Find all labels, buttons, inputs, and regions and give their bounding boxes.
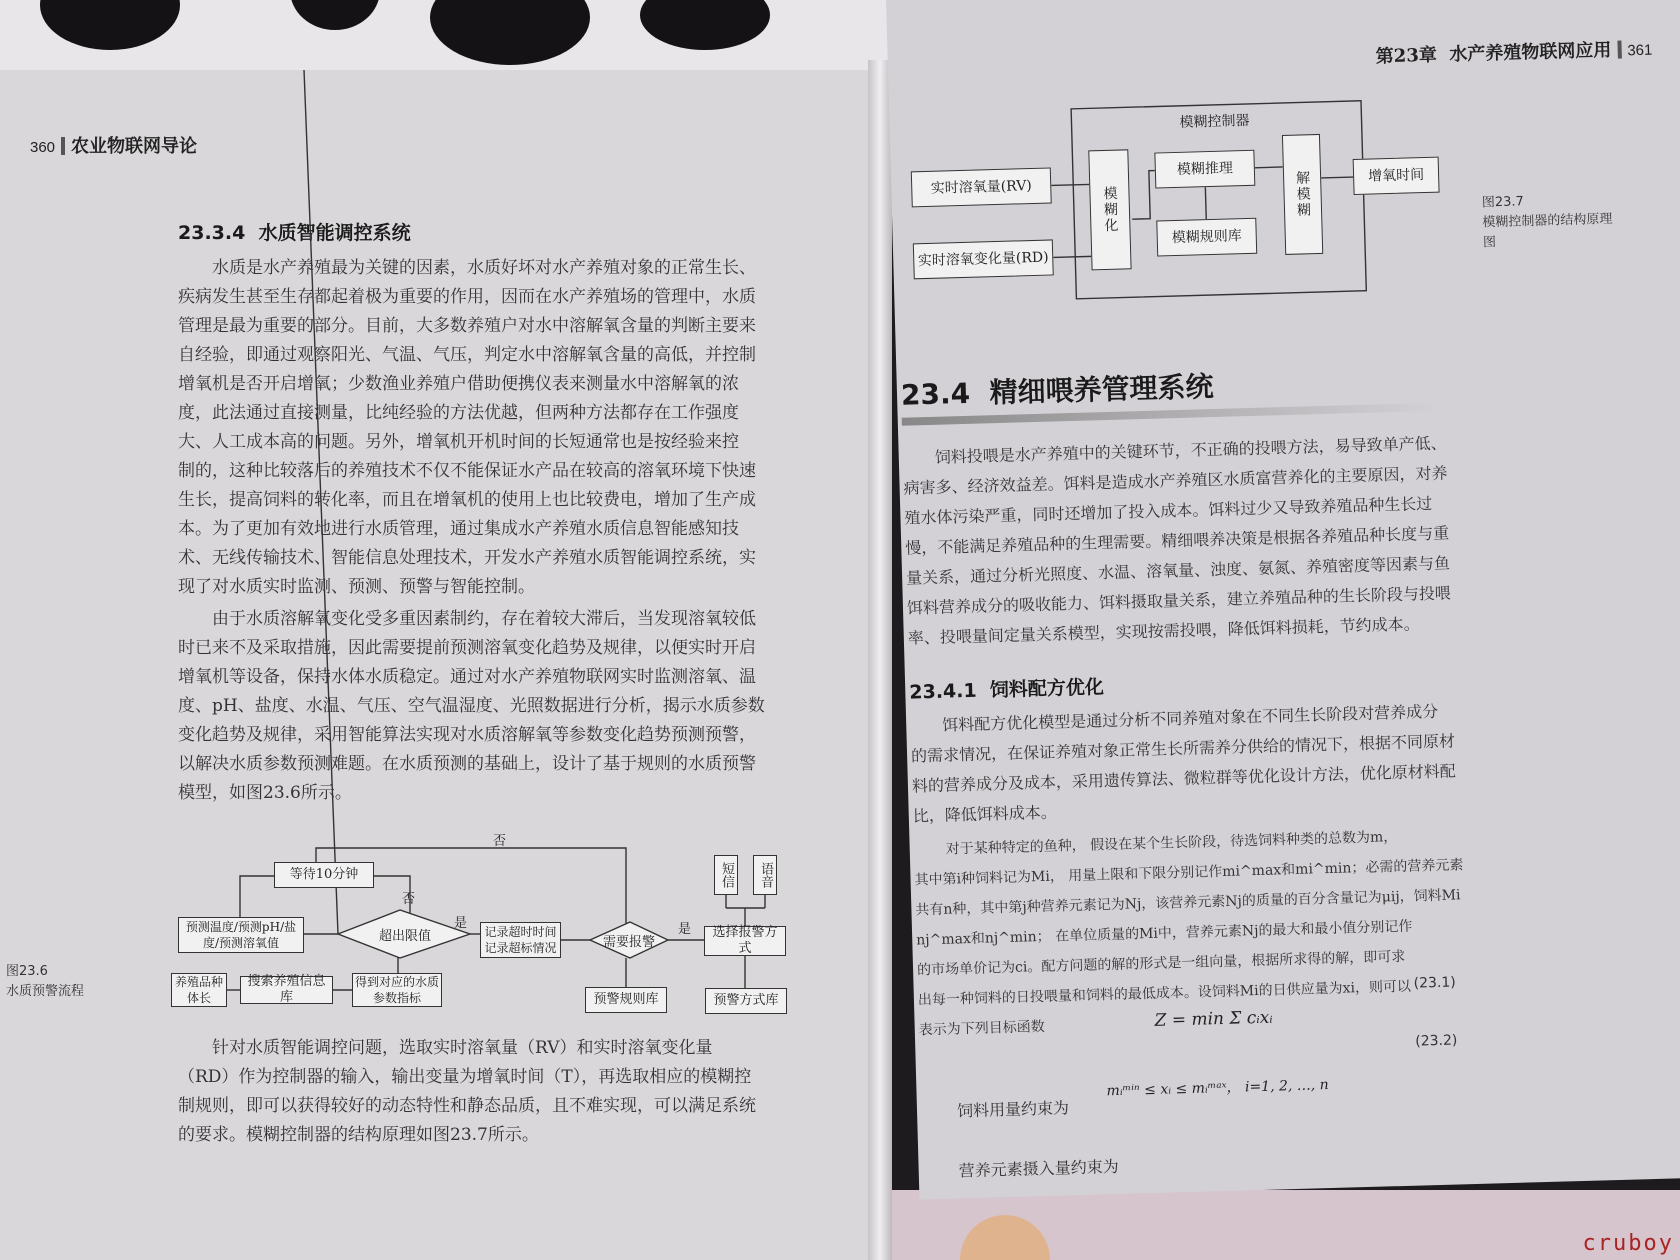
text-line: nj^max和nj^min； 在单位质量的Mi中，营养元素Nj的最大和最小值分别记作 [916, 918, 1413, 949]
caption-text: 模糊控制器的结构原理图 [1482, 211, 1613, 251]
text-line: 疾病发生甚至生存都起着极为重要的作用，因而在水产养殖场的管理中，水质 [178, 287, 756, 307]
text-line: 对于某种特定的鱼种， 假设在某个生长阶段，待选饲料种类的总数为m， [945, 829, 1398, 858]
text-line: 管理是最为重要的部分。目前，大多数养殖户对水中溶解氧含量的判断主要来 [178, 316, 756, 336]
input-rd-box: 实时溶氧变化量(RD) [913, 239, 1054, 279]
text-line: 共有n种，其中第j种营养元素记为Nj，该营养元素Nj的质量的百分含量记为μij，饲料Mi [915, 887, 1461, 919]
text-line: 饵料营养成分的吸收能力、饵料摄取量关系，建立养殖品种的生长阶段与投喂 [906, 583, 1452, 618]
section-number: 23.4 [900, 376, 971, 412]
text-line: 的需求情况，在保证养殖对象正常生长所需养分供给的情况下，根据不同原材 [910, 731, 1456, 766]
yes-label-1: 是 [454, 916, 468, 931]
text-line: 变化趋势及规律，采用智能算法实现对水质溶解氧等参数变化趋势预测预警， [178, 725, 756, 745]
nutrient-constraint-label: 营养元素摄入量约束为 [958, 1156, 1119, 1181]
predict-values-box: 预测温度/预测pH/盐度/预测溶氧值 [178, 917, 304, 953]
no-label-top: 否 [493, 834, 507, 849]
constraint-formula: mᵢᵐⁱⁿ ≤ xᵢ ≤ mᵢᵐᵃˣ， i=1, 2, …, n [1106, 1077, 1329, 1100]
text-line: 的市场单价记为ci。配方问题的解的形式是一组向量，根据所求得的解，即可求 [916, 948, 1406, 979]
rule-base-box: 模糊规则库 [1156, 218, 1257, 257]
select-alarm-method-box: 选择报警方式 [704, 926, 786, 956]
text-line: 术、无线传输技术、智能信息处理技术，开发水产养殖水质智能调控系统，实 [178, 548, 756, 568]
text-line: 制的，这种比较落后的养殖技术不仅不能保证水产品在较高的溶氧环境下快速 [178, 461, 756, 481]
text-line: 大、人工成本高的问题。另外，增氧机开机时间的长短通常也是按经验来控 [178, 432, 739, 452]
text-line: 以解决水质参数预测难题。在水质预测的基础上，设计了基于规则的水质预警 [178, 754, 756, 774]
text-line: 饵料配方优化模型是通过分析不同养殖对象在不同生长阶段对营养成分 [942, 701, 1439, 735]
species-length-box: 养殖品种体长 [171, 973, 227, 1007]
equation-number-1: (23.1) [1413, 974, 1456, 992]
search-database-box: 搜索养殖信息库 [240, 976, 333, 1004]
text-line: 饲料投喂是水产养殖中的关键环节，不正确的投喂方法，易导致单产低、 [934, 433, 1447, 467]
text-line: 模型，如图23.6所示。 [178, 783, 352, 803]
section-number: 23.3.4 [178, 222, 246, 244]
text-line: 针对水质智能调控问题，选取实时溶氧量（RV）和实时溶氧变化量 [212, 1038, 713, 1058]
text-line: 殖水体污染严重，同时还增加了投入成本。饵料过少又导致养殖品种生长过 [904, 493, 1433, 528]
text-line: 的要求。模糊控制器的结构原理如图23.7所示。 [178, 1125, 539, 1145]
text-line: 本。为了更加有效地进行水质管理，通过集成水产养殖水质信息智能感知技 [178, 519, 739, 539]
text-line: 制规则，即可以获得较好的动态特性和静态品质，且不难实现，可以满足系统 [178, 1096, 756, 1116]
input-rv-box: 实时溶氧量(RV) [911, 167, 1052, 207]
figure-23-6-caption [6, 962, 84, 1002]
figure-23-7-caption [1482, 190, 1614, 254]
sms-box: 短信 [714, 855, 738, 895]
inference-box: 模糊推理 [1154, 150, 1255, 189]
yes-label-2: 是 [678, 922, 692, 937]
text-line: （RD）作为控制器的输入，输出变量为增氧时间（T），再选取相应的模糊控 [178, 1067, 752, 1087]
voice-box: 语音 [753, 855, 777, 895]
book-title: 农业物联网导论 [71, 136, 198, 157]
text-line: 出每一种饲料的日投喂量和饲料的最低成本。设饲料Mi的日供应量为xi，则可以 [917, 978, 1412, 1009]
right-page [886, 0, 1680, 1200]
text-line: 增氧机是否开启增氧；少数渔业养殖户借助便携仪表来测量水中溶解氧的浓 [178, 374, 739, 394]
text-line: 增氧机等设备，保持水体水质稳定。通过对水产养殖物联网实时监测溶氧、温 [178, 667, 756, 687]
no-label-side: 否 [402, 892, 416, 907]
text-line: 其中第i种饲料记为Mi， 用量上限和下限分别记作mi^max和mi^min；必需的营养元素 [914, 857, 1464, 889]
text-line: 料的营养成分及成本，采用遗传算法、微粒群等优化设计方法，优化原材料配 [911, 761, 1457, 796]
subsection-number: 23.4.1 [909, 679, 977, 704]
constraint-label: 饲料用量约束为 [956, 1098, 1070, 1121]
caption-number: 图23.7 [1481, 194, 1525, 211]
subsection-title: 饲料配方优化 [989, 676, 1105, 702]
objective-formula: Z = min Σ cᵢxᵢ [1154, 1007, 1273, 1031]
text-line: 病害多、经济效益差。饵料是造成水产养殖区水质富营养化的主要原因，对养 [903, 463, 1448, 498]
text-line: 由于水质溶解氧变化受多重因素制约，存在着较大滞后，当发现溶氧较低 [212, 609, 756, 629]
caption-number: 图23.6 [6, 964, 48, 979]
need-alarm-diamond: 需要报警 [602, 934, 655, 950]
text-line: 度，此法通过直接测量，比纯经验的方法优越，但两种方法都存在工作强度 [178, 403, 739, 423]
subsection-heading [909, 672, 1104, 704]
book-spine [868, 60, 892, 1260]
text-line: 比，降低饵料成本。 [912, 802, 1058, 826]
text-line: 表示为下列目标函数 [918, 1018, 1045, 1039]
caption-text: 水质预警流程 [6, 984, 85, 999]
record-box: 记录超时时间 记录超标情况 [480, 922, 561, 958]
page-number: 360 [30, 139, 56, 156]
text-line: 率、投喂量间定量关系模型，实现按需投喂，降低饵料损耗，节约成本。 [907, 614, 1420, 648]
text-line: 慢，不能满足养殖品种的生理需要。精细喂养决策是根据各养殖品种长度与重 [905, 523, 1450, 558]
page-number: 361 [1627, 41, 1653, 60]
text-line: 现了对水质实时监测、预测、预警与智能控制。 [178, 577, 535, 597]
section-title: 精细喂养管理系统 [989, 370, 1214, 410]
output-box: 增氧时间 [1353, 157, 1440, 195]
fuzzify-box: 模糊化 [1088, 149, 1131, 270]
text-line: 水质是水产养殖最为关键的因素，水质好坏对水产养殖对象的正常生长、 [212, 258, 756, 278]
text-line: 时已来不及采取措施，因此需要提前预测溶氧变化趋势及规律，以便实时开启 [178, 638, 756, 658]
alarm-rules-box: 预警规则库 [585, 987, 667, 1013]
chapter-number: 第23章 [1375, 44, 1438, 68]
fuzzy-controller-label: 模糊控制器 [1179, 112, 1250, 131]
defuzzify-box: 解模糊 [1282, 134, 1323, 255]
alarm-methods-box: 预警方式库 [705, 988, 787, 1014]
text-line: 生长，提高饲料的转化率，而且在增氧机的使用上也比较费电，增加了生产成 [178, 490, 756, 510]
text-line: 量关系，通过分析光照度、水温、溶氧量、浊度、氨氮、养殖密度等因素与鱼 [905, 553, 1451, 588]
paragraph-4 [902, 428, 1468, 654]
paragraph-5 [910, 696, 1473, 832]
exceed-limit-diamond: 超出限值 [378, 928, 431, 944]
text-line: 自经验，即通过观察阳光、气温、气压，判定水中溶解氧含量的高低，并控制 [178, 345, 756, 365]
wait-10-min-box: 等待10分钟 [274, 862, 374, 888]
watermark: cruboy [1582, 1231, 1674, 1256]
text-line: 度、pH、盐度、水温、气压、空气温湿度、光照数据进行分析，揭示水质参数 [178, 696, 765, 716]
paragraph-3 [178, 1034, 808, 1150]
section-title: 水质智能调控系统 [258, 222, 411, 244]
chapter-title: 水产养殖物联网应用 [1449, 39, 1612, 66]
equation-number-2: (23.2) [1415, 1032, 1458, 1050]
indicator-box: 得到对应的水质参数指标 [352, 973, 442, 1007]
left-page [0, 70, 880, 1260]
